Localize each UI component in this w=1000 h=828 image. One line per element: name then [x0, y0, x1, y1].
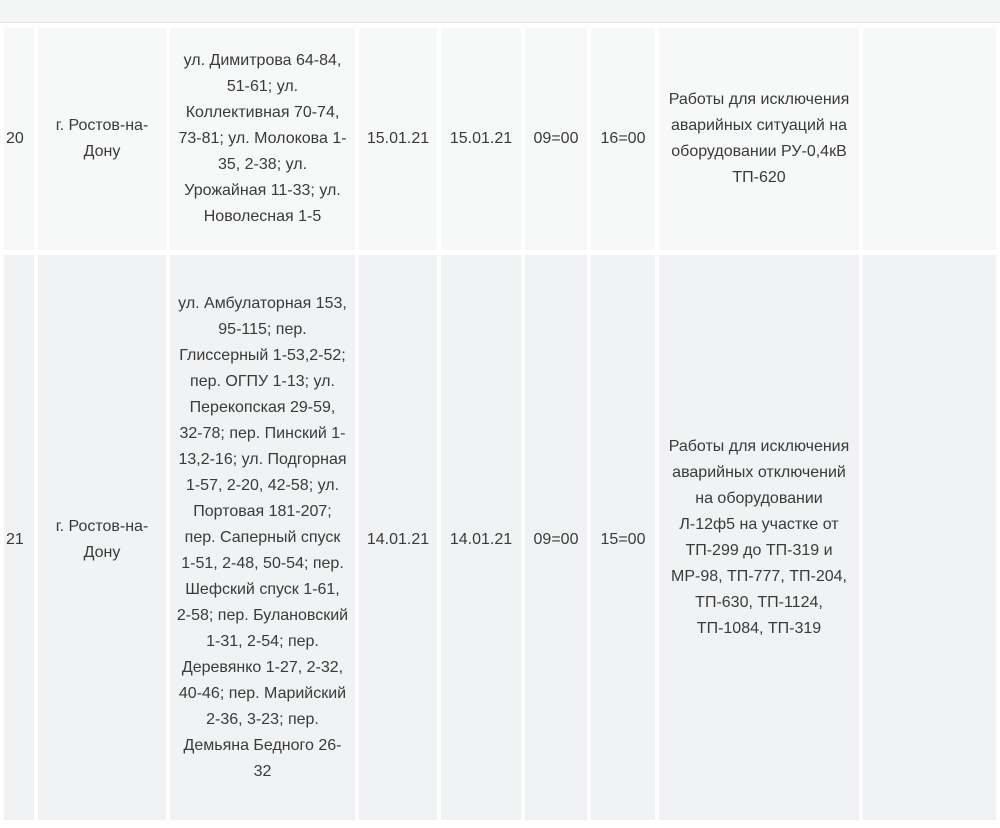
end-date-cell: 14.01.21: [441, 255, 521, 825]
start-time-cell: 09=00: [525, 28, 587, 255]
city-cell: г. Ростов-на-Дону: [38, 28, 166, 255]
address-cell: ул. Димитрова 64-84, 51-61; ул. Коллективная 70-74, 73-81; ул. Молокова 1-35, 2-38; ул. Урожайная 11-33; ул. Новолесная 1-5: [170, 28, 355, 255]
start-date-cell: 14.01.21: [359, 255, 437, 825]
city-cell: г. Ростов-на-Дону: [38, 255, 166, 825]
address-cell: ул. Амбулаторная 153, 95-115; пер. Глиссерный 1-53,2-52; пер. ОГПУ 1-13; ул. Перекопская 29-59, 32-78; пер. Пинский 1-13,2-16; ул. Подгорная 1-57, 2-20, 42-58; ул. Портовая 181-207; пер. Саперный спуск 1-51, 2-48, 50-54; пер. Шефский спуск 1-61, 2-58; пер. Булановский 1-31, 2-54; пер. Деревянко 1-27, 2-32, 40-46; пер. Марийский 2-36, 3-23; пер. Демьяна Бедного 26-32: [170, 255, 355, 825]
end-date-cell: 15.01.21: [441, 28, 521, 255]
empty-cell: [863, 255, 996, 825]
row-number: 21: [4, 255, 34, 825]
row-number: 20: [4, 28, 34, 255]
table-row: [4, 28, 996, 255]
outage-schedule-table: [0, 28, 1000, 825]
start-time-cell: 09=00: [525, 255, 587, 825]
table-row: [4, 255, 996, 825]
start-date-cell: 15.01.21: [359, 28, 437, 255]
table-header-strip: [0, 0, 1000, 23]
end-time-cell: 16=00: [591, 28, 655, 255]
reason-cell: Работы для исключения аварийных ситуаций на оборудовании РУ-0,4кВ ТП-620: [659, 28, 859, 255]
reason-cell: Работы для исключения аварийных отключений на оборудовании Л-12ф5 на участке от ТП-299 до ТП-319 и МР-98, ТП-777, ТП-204, ТП-630, ТП-1124, ТП-1084, ТП-319: [659, 255, 859, 825]
end-time-cell: 15=00: [591, 255, 655, 825]
empty-cell: [863, 28, 996, 255]
